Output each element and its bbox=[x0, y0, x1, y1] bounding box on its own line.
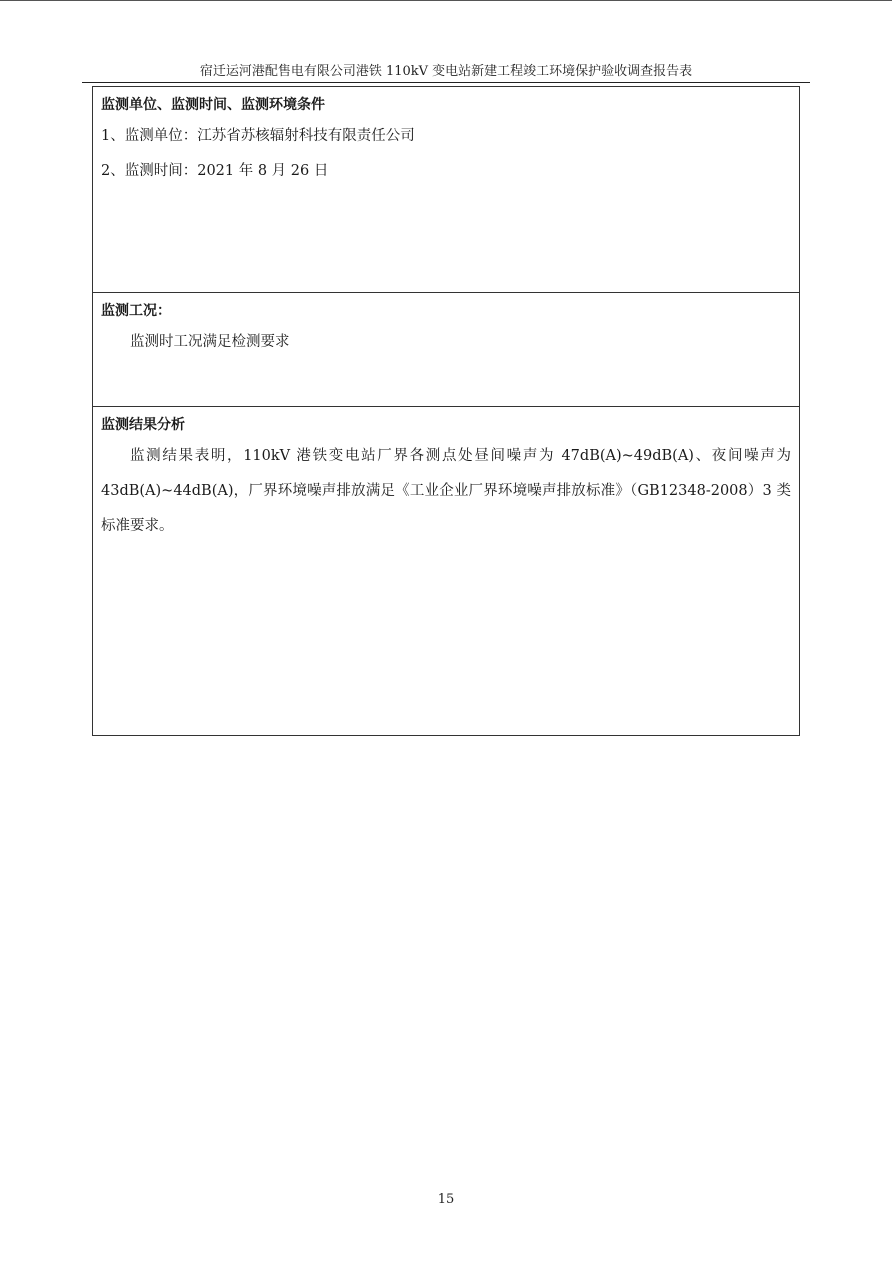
top-border-line bbox=[0, 0, 892, 1]
working-conditions-line: 监测时工况满足检测要求 bbox=[130, 334, 290, 350]
results-paragraph: 监测结果表明，110kV 港铁变电站厂界各测点处昼间噪声为 47dB(A)~49dB(A)、夜间噪声为 43dB(A)~44dB(A)，厂界环境噪声排放满足《工业企业厂界环境噪声排放标准》（GB12348-2008）3 类标准要求。 bbox=[101, 448, 791, 534]
section-title-results-analysis: 监测结果分析 bbox=[101, 417, 185, 433]
monitoring-time-line: 2、监测时间：2021 年 8 月 26 日 bbox=[101, 163, 329, 179]
header-rule bbox=[82, 82, 810, 83]
section-title-working-conditions: 监测工况： bbox=[101, 303, 171, 319]
working-conditions-section bbox=[93, 292, 799, 406]
section-title-monitoring-conditions: 监测单位、监测时间、监测环境条件 bbox=[101, 97, 325, 113]
running-header: 宿迁运河港配售电有限公司港铁 110kV 变电站新建工程竣工环境保护验收调查报告表 bbox=[199, 64, 693, 79]
monitoring-unit-line: 1、监测单位：江苏省苏核辐射科技有限责任公司 bbox=[101, 128, 415, 144]
monitoring-conditions-section bbox=[93, 87, 799, 292]
page-number: 15 bbox=[437, 1192, 455, 1207]
results-analysis-section bbox=[93, 406, 799, 735]
report-table bbox=[92, 86, 800, 736]
